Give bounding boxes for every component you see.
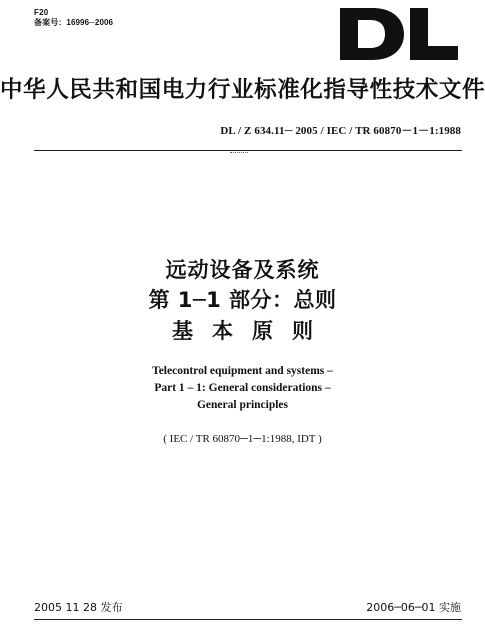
document-title-line-1: 远动设备及系统 — [165, 258, 320, 282]
adoption-note: ( IEC / TR 60870─1─1:1988, IDT ) — [163, 433, 322, 445]
filing-number: 备案号：16996─2006 — [34, 18, 114, 27]
industry-standard-title: 中华人民共和国电力行业标准化指导性技术文件 — [0, 77, 485, 103]
ics-code: F20 — [34, 8, 49, 17]
issue-date: 2005 11 28 发布 — [34, 601, 123, 614]
rule-mark — [230, 152, 248, 153]
footer-rule — [34, 619, 462, 620]
dl-logo — [338, 4, 460, 64]
english-title-line-1: Telecontrol equipment and systems – — [152, 365, 333, 377]
header-rule — [34, 150, 462, 151]
english-title-line-3: General principles — [196, 399, 289, 411]
standard-number: DL / Z 634.11─ 2005 / IEC / TR 60870－1－1:1988 — [220, 125, 461, 137]
implementation-date: 2006─06─01 实施 — [366, 601, 461, 614]
english-title-line-2: Part 1 – 1: General considerations – — [154, 382, 331, 394]
document-title-line-3: 基本原则 — [172, 319, 332, 343]
document-title-line-2: 第 1─1 部分：总则 — [148, 288, 337, 312]
